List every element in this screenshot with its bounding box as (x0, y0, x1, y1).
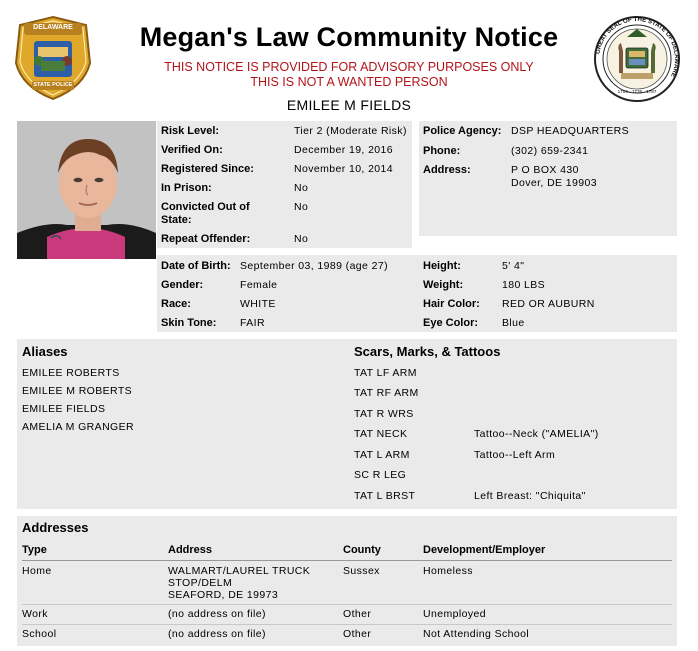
agency-address-line-1: P O BOX 430 (511, 164, 579, 176)
badge-text-bottom: STATE POLICE (33, 82, 73, 88)
smt-code: TAT NECK (354, 428, 408, 440)
gender-label: Gender: (161, 279, 204, 291)
risk-level-label: Risk Level: (161, 125, 220, 137)
phone-label: Phone: (423, 145, 461, 157)
smt-code: SC R LEG (354, 469, 407, 481)
in-prison-value: No (294, 182, 309, 194)
smt-title: Scars, Marks, & Tattoos (354, 344, 501, 359)
gender-value: Female (240, 279, 278, 291)
row-employer: Homeless (423, 565, 473, 577)
in-prison-label: In Prison: (161, 182, 212, 194)
table-row (17, 607, 677, 623)
race-label: Race: (161, 298, 191, 310)
skin-tone-value: FAIR (240, 317, 265, 329)
table-row (17, 627, 677, 643)
smt-code: TAT LF ARM (354, 367, 417, 379)
agency-panel (419, 121, 677, 236)
row-address-line: WALMART/LAUREL TRUCK (168, 565, 311, 577)
row-county: Other (343, 628, 372, 640)
state-seal (593, 15, 681, 103)
smt-desc: Tattoo--Neck ("AMELIA") (474, 428, 599, 440)
row-type: Home (22, 565, 52, 577)
convicted-out-of-state-label: Convicted Out of (161, 201, 250, 213)
smt-desc: Left Breast: "Chiquita" (474, 490, 586, 502)
aliases-title: Aliases (22, 344, 68, 359)
agency-address-line-2: Dover, DE 19903 (511, 177, 597, 189)
repeat-offender-label: Repeat Offender: (161, 233, 251, 245)
risk-level-value: Tier 2 (Moderate Risk) (294, 125, 407, 137)
advisory-line-1: THIS NOTICE IS PROVIDED FOR ADVISORY PURPOSES ONLY (164, 60, 534, 74)
eye-color-value: Blue (502, 317, 525, 329)
col-header-address: Address (168, 544, 213, 556)
col-header-type: Type (22, 544, 47, 556)
smt-code: TAT R WRS (354, 408, 414, 420)
offender-photo (17, 121, 156, 259)
page-title: Megan's Law Community Notice (139, 22, 559, 52)
repeat-offender-value: No (294, 233, 309, 245)
row-address-line: (no address on file) (168, 628, 266, 640)
police-agency-value: DSP HEADQUARTERS (511, 125, 630, 137)
seal-text: GREAT SEAL OF THE STATE OF DELAWARE (594, 15, 681, 79)
row-address-line: SEAFORD, DE 19973 (168, 589, 279, 601)
smt-code: TAT L ARM (354, 449, 410, 461)
dob-label: Date of Birth: (161, 260, 231, 272)
alias-item: EMILEE FIELDS (22, 403, 106, 415)
alias-item: EMILEE ROBERTS (22, 367, 120, 379)
row-divider (22, 624, 672, 625)
height-label: Height: (423, 260, 461, 272)
registered-since-label: Registered Since: (161, 163, 254, 175)
convicted-out-of-state-value: No (294, 201, 309, 213)
smt-code: TAT L BRST (354, 490, 416, 502)
advisory-line-2: THIS IS NOT A WANTED PERSON (250, 75, 448, 89)
registered-since-value: November 10, 2014 (294, 163, 394, 175)
person-name: EMILEE M FIELDS (286, 97, 412, 113)
race-value: WHITE (240, 298, 276, 310)
table-row (17, 564, 677, 604)
addresses-title: Addresses (22, 520, 89, 535)
skin-tone-label: Skin Tone: (161, 317, 217, 329)
row-type: School (22, 628, 57, 640)
row-address-line: STOP/DELM (168, 577, 233, 589)
row-county: Sussex (343, 565, 380, 577)
row-county: Other (343, 608, 372, 620)
verified-on-label: Verified On: (161, 144, 223, 156)
col-header-employer: Development/Employer (423, 544, 546, 556)
agency-address-label: Address: (423, 164, 471, 176)
smt-desc: Tattoo--Left Arm (474, 449, 556, 461)
col-header-county: County (343, 544, 381, 556)
convicted-out-of-state-label-2: State: (161, 214, 192, 226)
height-value: 5' 4" (502, 260, 525, 272)
phone-value: (302) 659-2341 (511, 145, 589, 157)
addresses-panel (17, 516, 677, 646)
physical-description-panel (157, 255, 677, 332)
seal-years: 1704 · 1776 · 1787 (617, 89, 657, 94)
hair-color-label: Hair Color: (423, 298, 480, 310)
dob-value: September 03, 1989 (age 27) (240, 260, 388, 272)
state-police-badge (14, 15, 92, 101)
weight-value: 180 LBS (502, 279, 546, 291)
weight-label: Weight: (423, 279, 464, 291)
alias-item: EMILEE M ROBERTS (22, 385, 133, 397)
alias-item: AMELIA M GRANGER (22, 421, 135, 433)
verified-on-value: December 19, 2016 (294, 144, 394, 156)
aliases-smt-panel (17, 339, 677, 509)
eye-color-label: Eye Color: (423, 317, 479, 329)
hair-color-value: RED OR AUBURN (502, 298, 595, 310)
row-employer: Unemployed (423, 608, 486, 620)
row-address-line: (no address on file) (168, 608, 266, 620)
badge-text-top: DELAWARE (33, 24, 73, 31)
row-employer: Not Attending School (423, 628, 530, 640)
police-agency-label: Police Agency: (423, 125, 502, 137)
header-divider (22, 560, 672, 561)
row-divider (22, 604, 672, 605)
row-type: Work (22, 608, 48, 620)
smt-code: TAT RF ARM (354, 387, 419, 399)
registration-panel (157, 121, 412, 248)
